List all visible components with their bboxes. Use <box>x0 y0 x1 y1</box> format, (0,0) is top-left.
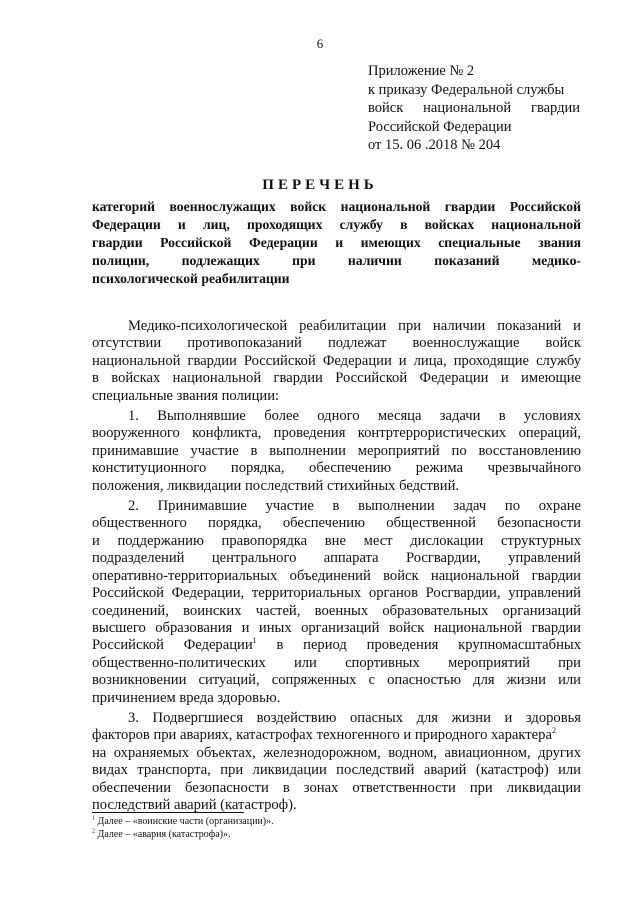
text-fragment: в период проведения крупномасштабных <box>276 637 581 654</box>
subtitle-line: гвардии Российской Федерации и имеющих специальные звания <box>92 235 581 250</box>
appendix-header <box>368 62 580 155</box>
text-line: принимавшие участие в выполнении мероприятий по восстановлению <box>92 442 581 459</box>
document-subtitle <box>92 198 581 288</box>
appendix-line: Приложение № 2 <box>368 63 475 79</box>
text-line: 1. Выполнявшие более одного месяца задачи в условиях <box>128 408 581 425</box>
appendix-line: Российской Федерации <box>368 118 512 135</box>
text-line <box>92 637 581 654</box>
list-item-1 <box>92 408 581 495</box>
text-line: 3. Подвергшиеся воздействию опасных для жизни и здоровья <box>128 709 581 726</box>
appendix-line: к приказу Федеральной службы <box>368 81 565 98</box>
text-line: оперативно-территориальных объединений войск национальной гвардии <box>92 567 581 584</box>
text-fragment: факторов при авариях, катастрофах техногенного и природного характера <box>92 727 552 744</box>
text-fragment: Российской Федерации <box>92 637 253 654</box>
text-line: 2. Принимавшие участие в выполнении задач по охране <box>128 498 581 515</box>
text-line: подразделений центрального аппарата Росгвардии, управлений <box>92 550 581 567</box>
text-line: общественно-политических или спортивных мероприятий при <box>92 654 581 671</box>
list-item-2 <box>92 498 581 707</box>
footnote-separator <box>92 812 244 813</box>
text-line <box>92 727 581 744</box>
text-line: высшего образования и иных организаций войск национальной гвардии <box>92 619 581 636</box>
footnote-ref-1: 1 <box>252 636 257 646</box>
text-line: положения, ликвидации последствий стихийных бедствий. <box>92 477 460 494</box>
text-line: вооруженного конфликта, проведения контртеррористических операций, <box>92 425 581 442</box>
list-item-3 <box>92 710 581 814</box>
subtitle-line: категорий военнослужащих войск национальной гвардии Российской <box>92 199 581 214</box>
footnote-ref-2: 2 <box>551 726 556 736</box>
footnote-text: Далее – «воинские части (организации)». <box>97 816 274 827</box>
text-line: Медико-психологической реабилитации при наличии показаний и <box>128 318 581 334</box>
text-line: национальной гвардии Российской Федерации и лица, проходящие службу <box>92 352 581 369</box>
footnote-mark: 2 <box>92 828 95 835</box>
document-body <box>92 318 581 814</box>
footnote-text: Далее – «авария (катастрофа)». <box>97 829 231 840</box>
appendix-date-line: от 15. 06 .2018 № 204 <box>368 137 501 154</box>
appendix-line: войск национальной гвардии <box>368 100 580 117</box>
footnotes <box>92 815 581 841</box>
footnote-1 <box>92 815 581 828</box>
text-line: причинением вреда здоровью. <box>92 689 281 706</box>
intro-paragraph <box>92 318 581 405</box>
subtitle-line: полиции, подлежащих при наличии показаний медико- <box>92 253 581 268</box>
text-line: соединений, воинских частей, военных образовательных организаций <box>92 602 581 619</box>
text-line: последствий аварий (катастроф). <box>92 796 297 813</box>
page-number: 6 <box>316 36 324 51</box>
text-line: Российской Федерации, территориальных органов Росгвардии, управлений <box>92 585 581 602</box>
document-title: ПЕРЕЧЕНЬ <box>262 177 378 193</box>
text-line: обеспечении безопасности в зонах ответственности при ликвидации <box>92 779 581 796</box>
text-line: видах транспорта, при ликвидации последствий аварий (катастроф) или <box>92 762 581 779</box>
footnote-2 <box>92 828 581 841</box>
text-line: отсутствии противопоказаний подлежат военнослужащие войск <box>92 335 581 352</box>
text-line: и поддержанию правопорядка вне мест дислокации структурных <box>92 532 581 549</box>
subtitle-line: Федерации и лиц, проходящих службу в войсках национальной <box>92 217 581 232</box>
text-line: в войсках национальной гвардии Российской Федерации и имеющие <box>92 370 581 387</box>
footnote-mark: 1 <box>92 815 95 822</box>
subtitle-line: психологической реабилитации <box>92 271 290 286</box>
text-line: общественного порядка, обеспечению общественной безопасности <box>92 515 581 532</box>
text-line: специальные звания полиции: <box>92 387 280 404</box>
text-line: конституционного порядка, обеспечению режима чрезвычайного <box>92 460 581 477</box>
text-line: возникновении ситуаций, сопряженных с опасностью для жизни или <box>92 672 581 689</box>
text-line: на охраняемых объектах, железнодорожном, водном, авиационном, других <box>92 744 581 761</box>
